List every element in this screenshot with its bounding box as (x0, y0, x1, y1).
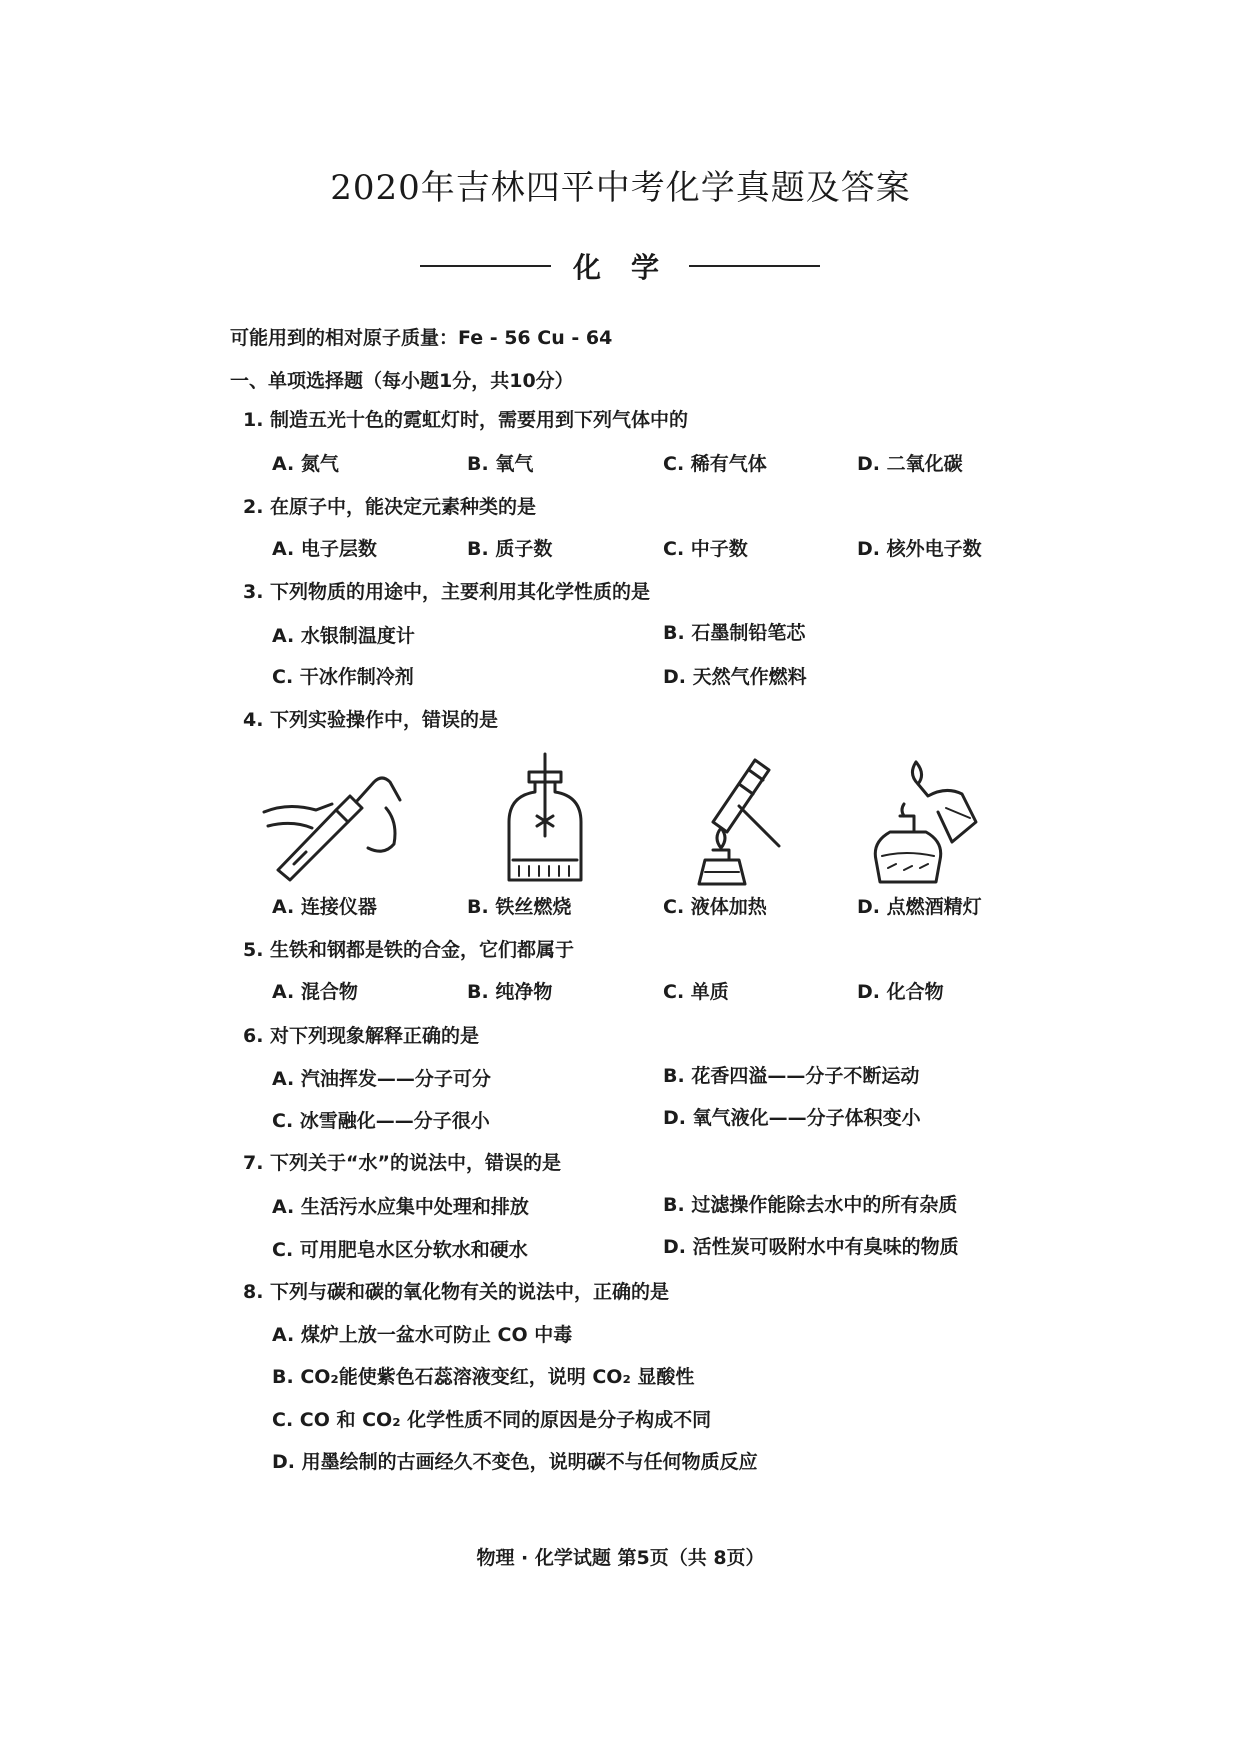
question-7-option-a: A. 生活污水应集中处理和排放 (272, 1196, 529, 1218)
question-6-option-c: C. 冰雪融化——分子很小 (272, 1110, 490, 1132)
liquid-heating-icon (683, 752, 793, 887)
subject-rule-left (420, 265, 551, 267)
question-2-option-b: B. 质子数 (467, 538, 553, 560)
figure-a (258, 752, 418, 882)
question-5-option-b: B. 纯净物 (467, 981, 553, 1003)
question-4-option-a: A. 连接仪器 (272, 896, 377, 918)
question-3-option-d: D. 天然气作燃料 (663, 666, 807, 688)
question-1-option-a: A. 氮气 (272, 453, 339, 475)
question-5-stem: 5. 生铁和钢都是铁的合金，它们都属于 (243, 939, 575, 961)
question-7-option-d: D. 活性炭可吸附水中有臭味的物质 (663, 1236, 959, 1258)
question-1-option-c: C. 稀有气体 (663, 453, 767, 475)
question-3-stem: 3. 下列物质的用途中，主要利用其化学性质的是 (243, 581, 651, 603)
lighting-alcohol-lamp-icon (866, 752, 986, 887)
question-8-option-d: D. 用墨绘制的古画经久不变色，说明碳不与任何物质反应 (272, 1451, 758, 1473)
question-7-option-b: B. 过滤操作能除去水中的所有杂质 (663, 1194, 958, 1216)
atomic-masses-note: 可能用到的相对原子质量：Fe - 56 Cu - 64 (230, 327, 613, 349)
question-5-option-d: D. 化合物 (857, 981, 944, 1003)
figure-c (683, 752, 793, 887)
question-3-option-b: B. 石墨制铅笔芯 (663, 622, 806, 644)
connecting-apparatus-icon (258, 752, 418, 882)
question-6-option-a: A. 汽油挥发——分子可分 (272, 1068, 491, 1090)
question-4-option-c: C. 液体加热 (663, 896, 767, 918)
question-4-stem: 4. 下列实验操作中，错误的是 (243, 709, 499, 731)
question-1-option-d: D. 二氧化碳 (857, 453, 963, 475)
question-5-option-c: C. 单质 (663, 981, 729, 1003)
question-1-stem: 1. 制造五光十色的霓虹灯时，需要用到下列气体中的 (243, 409, 689, 431)
question-8-option-b: B. CO₂能使紫色石蕊溶液变红，说明 CO₂ 显酸性 (272, 1366, 695, 1388)
section-one-heading: 一、单项选择题（每小题1分，共10分） (230, 370, 574, 392)
subject-label: 化学 (573, 251, 690, 284)
question-2-option-d: D. 核外电子数 (857, 538, 982, 560)
figure-d (866, 752, 986, 887)
page-footer: 物理 · 化学试题 第5页（共 8页） (476, 1547, 765, 1569)
question-3-option-c: C. 干冰作制冷剂 (272, 666, 414, 688)
question-5-option-a: A. 混合物 (272, 981, 358, 1003)
question-7-option-c: C. 可用肥皂水区分软水和硬水 (272, 1239, 528, 1261)
page-title: 2020年吉林四平中考化学真题及答案 (330, 168, 911, 208)
question-3-option-a: A. 水银制温度计 (272, 625, 415, 647)
question-6-option-d: D. 氧气液化——分子体积变小 (663, 1107, 921, 1129)
question-4-option-d: D. 点燃酒精灯 (857, 896, 982, 918)
question-8-stem: 8. 下列与碳和碳的氧化物有关的说法中，正确的是 (243, 1281, 670, 1303)
question-8-option-a: A. 煤炉上放一盆水可防止 CO 中毒 (272, 1324, 573, 1346)
figure-b (495, 752, 595, 887)
question-2-option-c: C. 中子数 (663, 538, 748, 560)
subject-heading (420, 246, 820, 286)
question-6-option-b: B. 花香四溢——分子不断运动 (663, 1065, 920, 1087)
subject-rule-right (689, 265, 820, 267)
question-1-option-b: B. 氧气 (467, 453, 534, 475)
question-4-option-b: B. 铁丝燃烧 (467, 896, 572, 918)
question-7-stem: 7. 下列关于“水”的说法中，错误的是 (243, 1152, 562, 1174)
question-2-stem: 2. 在原子中，能决定元素种类的是 (243, 496, 537, 518)
question-2-option-a: A. 电子层数 (272, 538, 377, 560)
iron-wire-combustion-icon (495, 752, 595, 887)
question-8-option-c: C. CO 和 CO₂ 化学性质不同的原因是分子构成不同 (272, 1409, 712, 1431)
question-6-stem: 6. 对下列现象解释正确的是 (243, 1025, 480, 1047)
